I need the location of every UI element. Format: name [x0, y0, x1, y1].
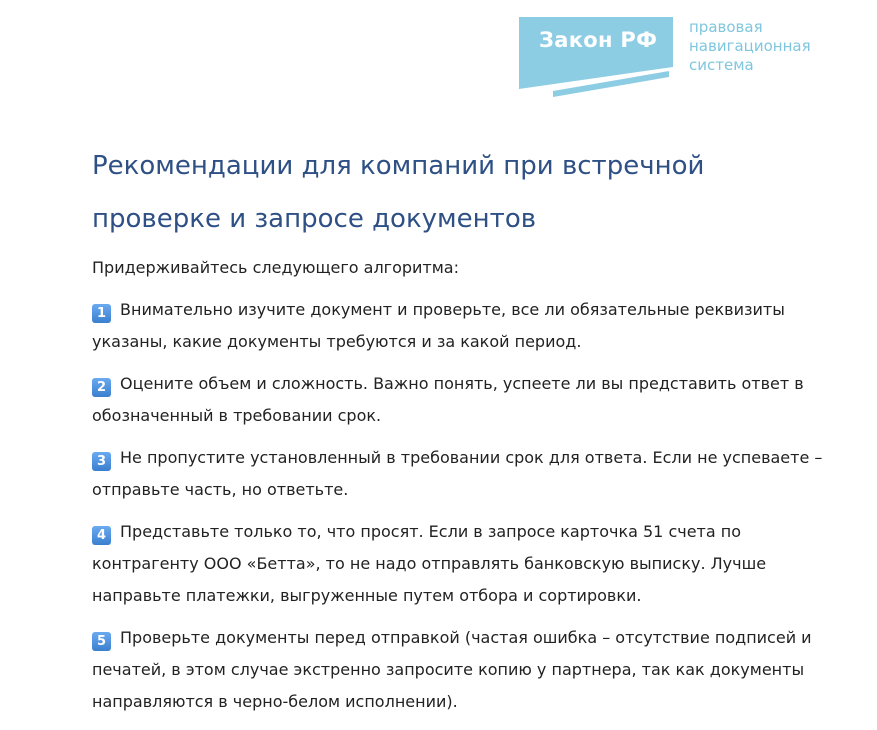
logo — [519, 17, 849, 101]
number-badge-icon: 3 — [92, 452, 111, 471]
intro-text: Придерживайтесь следующего алгоритма: — [92, 258, 459, 277]
number-badge-icon: 4 — [92, 526, 111, 545]
step-text: Проверьте документы перед отправкой (частая ошибка – отсутствие подписей и печатей, в этом случае экстренно запросите копию у партнера, так как документы направляются в черно-белом исполнении). — [92, 628, 812, 711]
step-item — [92, 516, 832, 612]
step-text: Не пропустите установленный в требовании срок для ответа. Если не успеваете – отправьте часть, но ответьте. — [92, 448, 823, 499]
number-badge-icon: 2 — [92, 378, 111, 397]
logo-tagline — [689, 18, 811, 75]
logo-name: Закон РФ — [539, 28, 658, 52]
step-item — [92, 622, 832, 718]
step-item — [92, 442, 832, 506]
step-text: Представьте только то, что просят. Если в запросе карточка 51 счета по контрагенту ООО «Бетта», то не надо отправлять банковскую выписку. Лучше направьте платежки, выгруженные путем отбора и сортировки. — [92, 522, 767, 605]
number-badge-icon: 5 — [92, 632, 111, 651]
step-item — [92, 368, 832, 432]
logo-tagline-line: система — [689, 56, 754, 74]
step-text: Внимательно изучите документ и проверьте, все ли обязательные реквизиты указаны, какие документы требуются и за какой период. — [92, 300, 785, 351]
document-body — [92, 252, 832, 728]
logo-tagline-line: навигационная — [689, 37, 811, 55]
page-title: Рекомендации для компаний при встречной проверке и запросе документов — [92, 151, 705, 234]
number-badge-icon: 1 — [92, 304, 111, 323]
step-text: Оцените объем и сложность. Важно понять, успеете ли вы представить ответ в обозначенный в требовании срок. — [92, 374, 804, 425]
step-item — [92, 294, 832, 358]
logo-tagline-line: правовая — [689, 18, 763, 36]
